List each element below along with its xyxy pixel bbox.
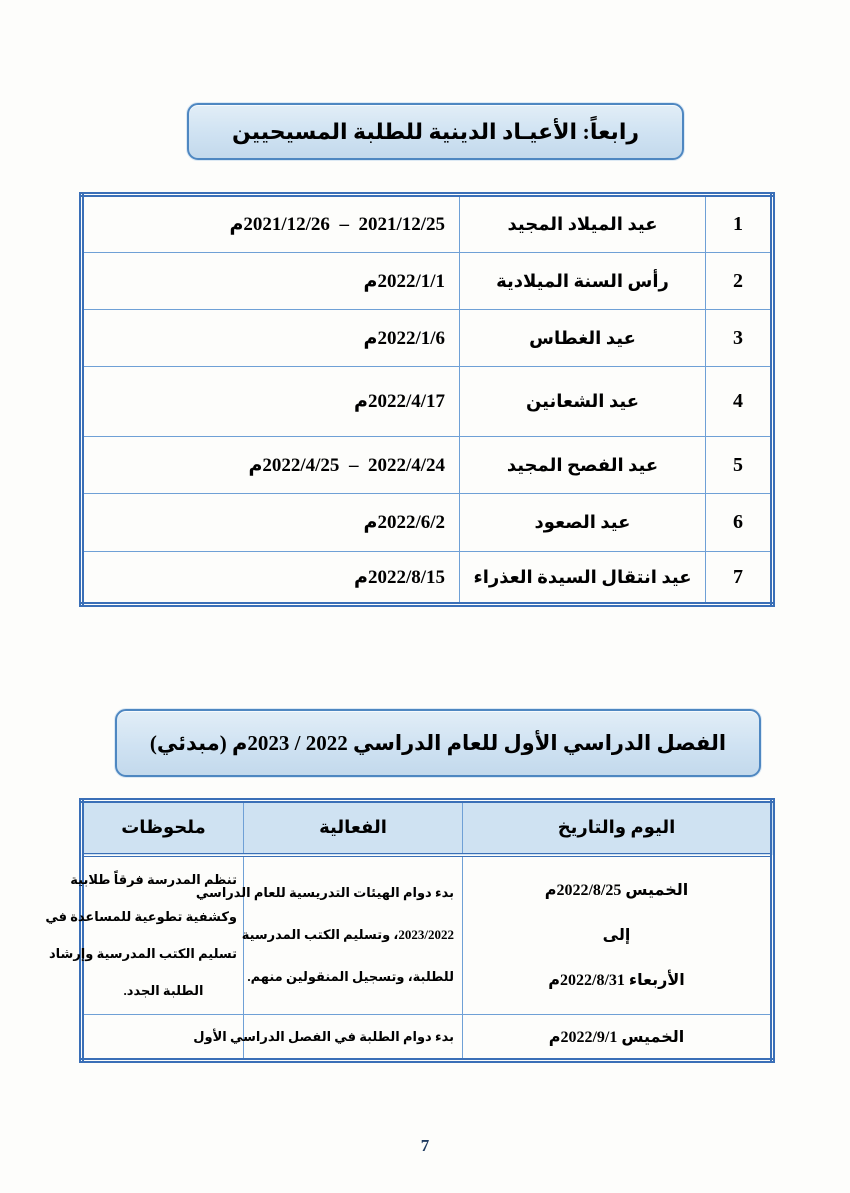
section2-title-banner [115, 709, 761, 777]
notes-line: تسليم الكتب المدرسية وإرشاد [48, 946, 237, 962]
header-day-date: اليوم والتاريخ [463, 801, 773, 855]
day-date-line: إلى [602, 926, 631, 944]
header-activity: الفعالية [244, 801, 463, 855]
holidays-table [79, 192, 775, 607]
section1-title-banner [187, 103, 684, 160]
holidays-table-container [79, 192, 775, 607]
day-date-line: الأربعاء 2022/8/31م [548, 971, 685, 989]
header-notes: ملحوظات [82, 801, 244, 855]
semester-row [82, 855, 773, 1015]
page-number: 7 [420, 1136, 430, 1155]
holiday-number: 6 [706, 494, 773, 552]
holiday-number: 3 [706, 310, 773, 367]
semester-header-row [82, 801, 773, 855]
holiday-number: 2 [706, 253, 773, 310]
holiday-name: رأس السنة الميلادية [460, 253, 706, 310]
holiday-name: عيد انتقال السيدة العذراء [460, 552, 706, 605]
section2-title: الفصل الدراسي الأول للعام الدراسي 2022 / 2023م (مبدئي) [149, 730, 727, 755]
holiday-date: 2021/12/25 – 2021/12/26م [82, 195, 460, 253]
section1-title: رابعاً: الأعيـاد الدينية للطلبة المسيحيين [231, 118, 640, 144]
semester-table [45, 798, 775, 1063]
holiday-row [82, 253, 773, 310]
holiday-row [82, 367, 773, 437]
holiday-name: عيد الشعانين [460, 367, 706, 437]
notes-cell [45, 855, 244, 1015]
activity-line: 2023/2022، وتسليم الكتب المدرسية [241, 927, 454, 943]
holiday-row [82, 437, 773, 494]
holiday-number: 4 [706, 367, 773, 437]
day-date-cell: الخميس 2022/9/1م [463, 1015, 773, 1061]
notes-line: الطلبة الجدد. [123, 983, 204, 999]
day-date-line: الخميس 2022/8/25م [544, 881, 689, 899]
holiday-date: 2022/4/17م [82, 367, 460, 437]
holiday-row [82, 310, 773, 367]
holiday-number: 5 [706, 437, 773, 494]
notes-line: تنظم المدرسة فرقاً طلابية [70, 872, 237, 888]
holiday-date: 2022/8/15م [82, 552, 460, 605]
holiday-number: 1 [706, 195, 773, 253]
holiday-name: عيد الميلاد المجيد [460, 195, 706, 253]
activity-line: بدء دوام الهيئات التدريسية للعام الدراسي [195, 885, 454, 901]
holiday-number: 7 [706, 552, 773, 605]
activity-cell: بدء دوام الطلبة في الفصل الدراسي الأول [244, 1015, 463, 1061]
holiday-date: 2022/6/2م [82, 494, 460, 552]
holiday-row [82, 552, 773, 605]
activity-cell [195, 855, 463, 1015]
semester-row [82, 1015, 773, 1061]
holiday-row [82, 195, 773, 253]
day-date-cell [463, 855, 773, 1015]
holiday-name: عيد الفصح المجيد [460, 437, 706, 494]
holiday-name: عيد الصعود [460, 494, 706, 552]
holiday-row [82, 494, 773, 552]
holiday-date: 2022/1/6م [82, 310, 460, 367]
activity-line: للطلبة، وتسجيل المنقولين منهم. [247, 969, 454, 985]
holiday-name: عيد الغطاس [460, 310, 706, 367]
holiday-date: 2022/4/24 – 2022/4/25م [82, 437, 460, 494]
notes-line: وكشفية تطوعية للمساعدة في [45, 909, 237, 925]
semester-table-container [45, 798, 775, 1063]
holiday-date: 2022/1/1م [82, 253, 460, 310]
